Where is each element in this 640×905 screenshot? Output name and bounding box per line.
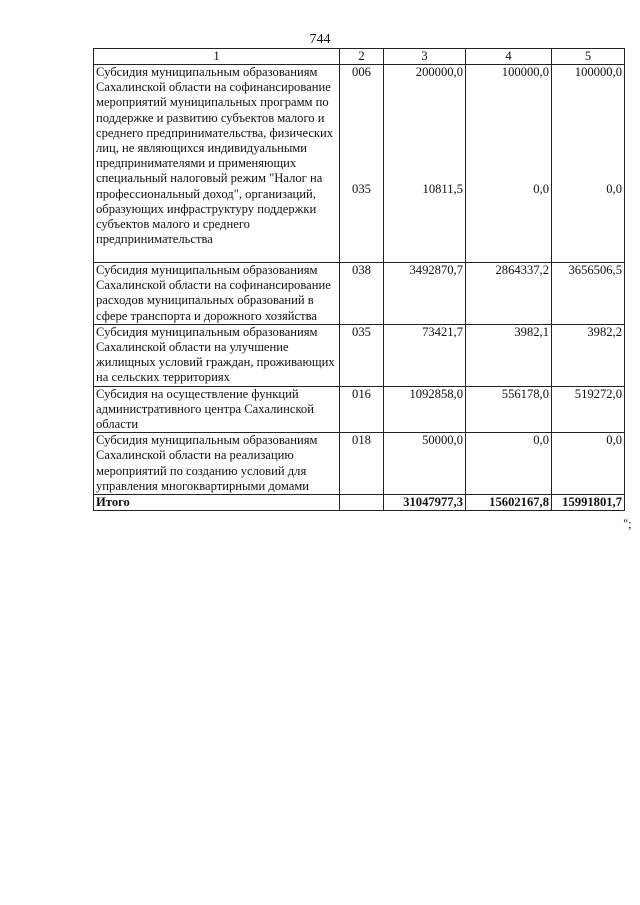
row-description: Субсидия муниципальным образованиям Сахалинской области на реализацию мероприятий по созданию условий для управления многоквартирными домами bbox=[94, 433, 340, 495]
column-header-3: 3 bbox=[384, 49, 466, 65]
table-row bbox=[94, 263, 625, 325]
row-description: Субсидия муниципальным образованиям Сахалинской области на софинансирование мероприятий муниципальных программ по поддержке и развитию субъектов малого и среднего предпринимательства, физических лиц, не являющихся индивидуальными предпринимателями и применяющих специальный налоговый режим "Налог на профессиональный доход", организаций, образующих инфраструктуру поддержки субъектов малого и среднего предпринимательства bbox=[94, 65, 340, 263]
total-value: 15602167,8 bbox=[466, 495, 552, 511]
total-value: 15991801,7 bbox=[552, 495, 625, 511]
column-header-2: 2 bbox=[340, 49, 384, 65]
row-value: 3982,2 bbox=[552, 324, 625, 386]
row-code: 018 bbox=[340, 433, 384, 495]
row-value: 3492870,7 bbox=[384, 263, 466, 325]
row-value: 1092858,0 bbox=[384, 386, 466, 433]
total-value: 31047977,3 bbox=[384, 495, 466, 511]
row-values-col5 bbox=[552, 65, 625, 263]
column-header-1: 1 bbox=[94, 49, 340, 65]
row-value: 3656506,5 bbox=[552, 263, 625, 325]
row-code: 006 bbox=[352, 65, 371, 79]
row-value: 50000,0 bbox=[384, 433, 466, 495]
row-value: 2864337,2 bbox=[466, 263, 552, 325]
column-header-4: 4 bbox=[466, 49, 552, 65]
closing-quote-mark: "; bbox=[623, 517, 632, 531]
row-code: 016 bbox=[340, 386, 384, 433]
row-value: 0,0 bbox=[466, 433, 552, 495]
total-label: Итого bbox=[94, 495, 340, 511]
row-values-col4 bbox=[466, 65, 552, 263]
table-row bbox=[94, 324, 625, 386]
row-code: 038 bbox=[340, 263, 384, 325]
row-value: 100000,0 bbox=[574, 65, 622, 79]
row-value: 556178,0 bbox=[466, 386, 552, 433]
subsidy-table bbox=[93, 48, 625, 511]
row-code: 035 bbox=[352, 182, 371, 197]
row-value: 10811,5 bbox=[422, 182, 463, 197]
table-row bbox=[94, 386, 625, 433]
total-row bbox=[94, 495, 625, 511]
row-values-col3 bbox=[384, 65, 466, 263]
row-description: Субсидия на осуществление функций административного центра Сахалинской области bbox=[94, 386, 340, 433]
page-number: 744 bbox=[309, 32, 331, 47]
row-description: Субсидия муниципальным образованиям Сахалинской области на улучшение жилищных условий граждан, проживающих на сельских территориях bbox=[94, 324, 340, 386]
table-row bbox=[94, 433, 625, 495]
table-header-row bbox=[94, 49, 625, 65]
row-value: 519272,0 bbox=[552, 386, 625, 433]
row-value: 0,0 bbox=[552, 433, 625, 495]
row-code: 035 bbox=[340, 324, 384, 386]
row-codes bbox=[340, 65, 384, 263]
total-code-empty bbox=[340, 495, 384, 511]
row-value: 100000,0 bbox=[501, 65, 549, 79]
row-value: 3982,1 bbox=[466, 324, 552, 386]
row-value: 73421,7 bbox=[384, 324, 466, 386]
row-value: 0,0 bbox=[533, 182, 549, 197]
column-header-5: 5 bbox=[552, 49, 625, 65]
table-row bbox=[94, 65, 625, 263]
row-description: Субсидия муниципальным образованиям Сахалинской области на софинансирование расходов муниципальных образований в сфере транспорта и дорожного хозяйства bbox=[94, 263, 340, 325]
row-value: 200000,0 bbox=[415, 65, 463, 79]
row-value: 0,0 bbox=[606, 182, 622, 197]
